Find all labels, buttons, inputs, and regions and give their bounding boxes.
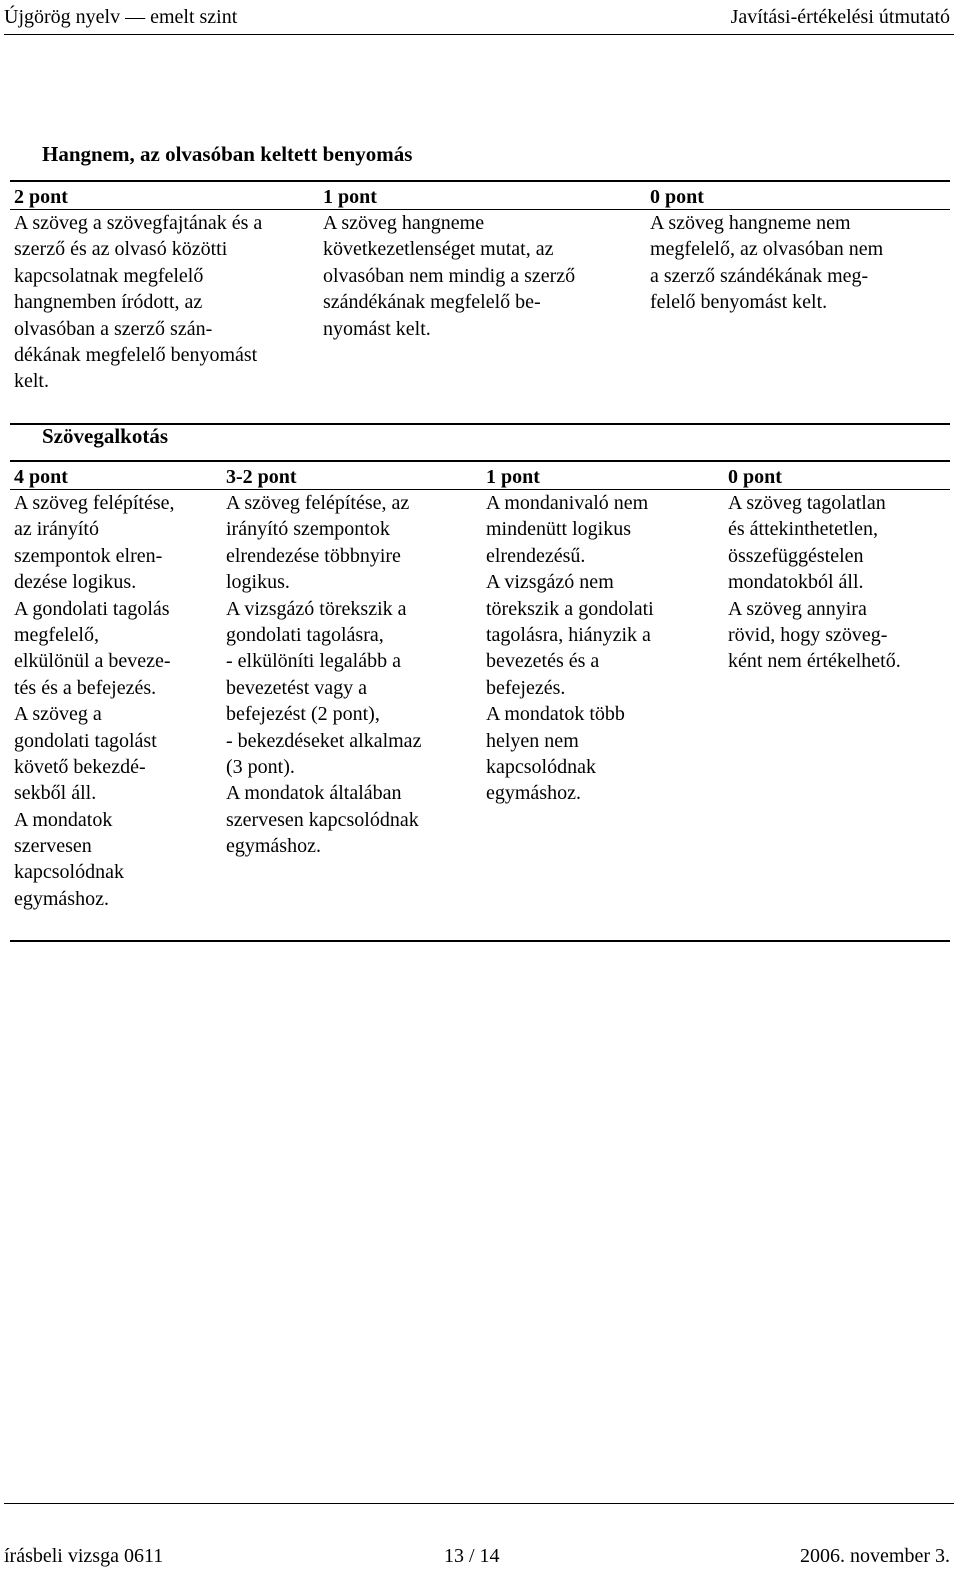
score-cell-2-pont: [14, 210, 262, 395]
cell-text-line: olvasóban nem mindig a szerző: [323, 264, 576, 287]
cell-text-line: az irányító: [14, 518, 99, 541]
cell-text-line: befejezés.: [486, 676, 566, 699]
footer-date: 2006. november 3.: [800, 1545, 950, 1567]
cell-text-line: A szöveg tagolatlan: [728, 492, 886, 514]
cell-text-line: felelő benyomást kelt.: [650, 291, 828, 314]
cell-text-line: logikus.: [226, 571, 290, 594]
cell-text-line: nyomást kelt.: [323, 317, 431, 340]
cell-text-line: szempontok elren-: [14, 544, 163, 567]
cell-text-line: szervesen kapcsolódnak: [226, 808, 419, 831]
cell-text-line: dékának megfelelő benyomást: [14, 343, 258, 366]
header-guide-title: Javítási-értékelési útmutató: [730, 6, 950, 28]
footer-page-number: 13 / 14: [444, 1545, 500, 1567]
page-header: [4, 2, 954, 35]
cell-text-line: A mondatok általában: [226, 782, 402, 805]
table-header-row: [10, 180, 950, 210]
cell-text-line: egymáshoz.: [486, 782, 581, 805]
cell-text-line: bevezetés és a: [486, 650, 600, 673]
page-footer: [4, 1503, 954, 1584]
cell-text-line: elkülönül a beveze-: [14, 650, 171, 673]
cell-text-line: dezése logikus.: [14, 571, 137, 594]
score-cell-1-pont: [486, 490, 654, 807]
cell-text-line: A mondatok több: [486, 703, 625, 726]
cell-text-line: kapcsolatnak megfelelő: [14, 264, 204, 287]
score-cell-4-pont: [14, 490, 175, 912]
cell-text-line: egymáshoz.: [226, 835, 321, 858]
cell-text-line: összefüggéstelen: [728, 544, 864, 567]
header-cell: 1 pont: [486, 466, 540, 488]
cell-text-line: A vizsgázó nem: [486, 571, 614, 594]
header-cell: 0 pont: [728, 466, 782, 488]
cell-text-line: tagolásra, hiányzik a: [486, 623, 651, 646]
cell-text-line: - elkülöníti legalább a: [226, 650, 401, 673]
cell-text-line: A szöveg a: [14, 703, 102, 726]
cell-text-line: törekszik a gondolati: [486, 597, 654, 620]
tone-scoring-table: [10, 180, 950, 425]
cell-text-line: A mondanivaló nem: [486, 492, 649, 514]
cell-text-line: kelt.: [14, 370, 49, 393]
cell-text-line: A szöveg hangneme: [323, 212, 485, 234]
cell-text-line: befejezést (2 pont),: [226, 703, 380, 726]
cell-text-line: A vizsgázó törekszik a: [226, 597, 407, 620]
header-cell: 0 pont: [650, 186, 704, 208]
cell-text-line: gondolati tagolást: [14, 729, 157, 752]
header-exam-title: Újgörög nyelv — emelt szint: [4, 6, 238, 28]
cell-text-line: (3 pont).: [226, 755, 295, 778]
cell-text-line: A szöveg felépítése,: [14, 492, 175, 514]
cell-text-line: A mondatok: [14, 808, 113, 831]
header-cell: 1 pont: [323, 186, 377, 208]
header-cell: 2 pont: [14, 186, 68, 208]
cell-text-line: sekből áll.: [14, 782, 97, 805]
footer-exam-code: írásbeli vizsga 0611: [4, 1545, 164, 1567]
cell-text-line: A szöveg annyira: [728, 597, 867, 620]
cell-text-line: megfelelő, az olvasóban nem: [650, 238, 884, 261]
section-title-text-composition: Szövegalkotás: [42, 424, 168, 448]
table-body-row: [10, 490, 950, 942]
score-cell-0-pont: [650, 210, 883, 316]
cell-text-line: és áttekinthetetlen,: [728, 518, 878, 541]
cell-text-line: szándékának megfelelő be-: [323, 291, 541, 314]
score-cell-1-pont: [323, 210, 575, 342]
cell-text-line: rövid, hogy szöveg-: [728, 623, 888, 646]
cell-text-line: a szerző szándékának meg-: [650, 264, 869, 287]
cell-text-line: mindenütt logikus: [486, 518, 631, 541]
cell-text-line: A szöveg hangneme nem: [650, 212, 851, 234]
cell-text-line: bevezetést vagy a: [226, 676, 368, 699]
cell-text-line: szervesen: [14, 835, 92, 858]
cell-text-line: A szöveg felépítése, az: [226, 492, 410, 514]
cell-text-line: kapcsolódnak: [486, 755, 596, 778]
cell-text-line: elrendezése többnyire: [226, 544, 401, 567]
section-title-tone: Hangnem, az olvasóban keltett benyomás: [42, 142, 413, 166]
table-body-row: [10, 210, 950, 425]
cell-text-line: A szöveg a szövegfajtának és a: [14, 212, 263, 234]
cell-text-line: szerző és az olvasó közötti: [14, 238, 228, 261]
cell-text-line: ként nem értékelhető.: [728, 650, 901, 673]
cell-text-line: hangnemben íródott, az: [14, 291, 203, 314]
table-header-row: [10, 460, 950, 490]
cell-text-line: következetlenséget mutat, az: [323, 238, 554, 261]
header-cell: 4 pont: [14, 466, 68, 488]
cell-text-line: olvasóban a szerző szán-: [14, 317, 213, 340]
cell-text-line: elrendezésű.: [486, 544, 586, 567]
cell-text-line: A gondolati tagolás: [14, 597, 170, 620]
cell-text-line: mondatokból áll.: [728, 571, 864, 594]
cell-text-line: - bekezdéseket alkalmaz: [226, 729, 422, 752]
cell-text-line: egymáshoz.: [14, 887, 109, 910]
header-cell: 3-2 pont: [226, 466, 297, 488]
score-cell-3-2-pont: [226, 490, 421, 859]
cell-text-line: megfelelő,: [14, 623, 99, 646]
cell-text-line: követő bekezdé-: [14, 755, 146, 778]
score-cell-0-pont: [728, 490, 901, 675]
cell-text-line: gondolati tagolásra,: [226, 623, 384, 646]
cell-text-line: irányító szempontok: [226, 518, 390, 541]
cell-text-line: tés és a befejezés.: [14, 676, 157, 699]
composition-scoring-table: [10, 460, 950, 942]
cell-text-line: kapcsolódnak: [14, 861, 124, 884]
cell-text-line: helyen nem: [486, 729, 579, 752]
